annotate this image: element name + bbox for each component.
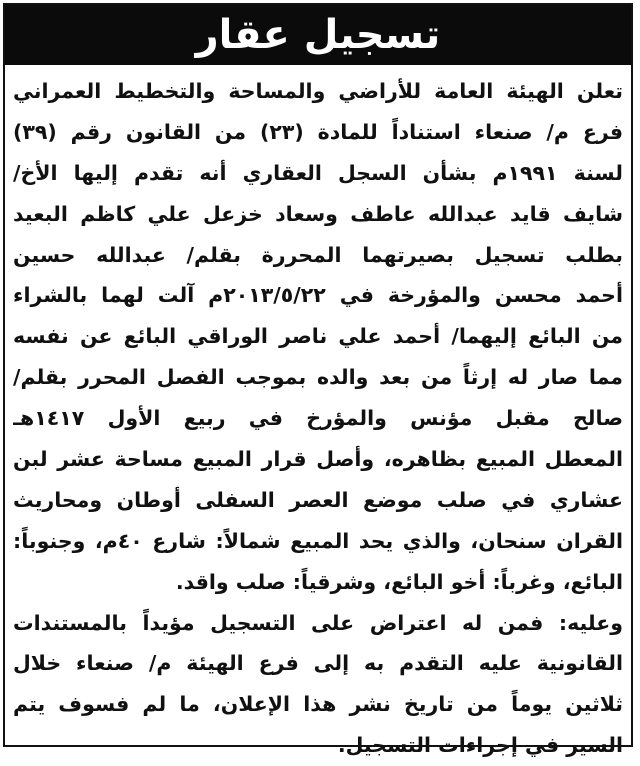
notice-line: القران سنحان، والذي يحد المبيع شمالاً: شارع ٤٠م، وجنوباً: [13,528,623,553]
notice-body [13,71,623,766]
notice-line: صالح مقبل مؤنس والمؤرخ في ربيع الأول ١٤١٧هـ [13,406,623,431]
notice-line: من البائع إليهما/ أحمد علي ناصر الوراقي البائع عن نفسه [13,324,623,349]
notice-frame [3,3,633,758]
notice-line: البائع، وغرباً: أخو البائع، وشرقياً: صلب واقد. [175,569,623,594]
notice-line: عشاري في صلب موضع العصر السفلى أوطان ومحاريث [13,487,623,512]
notice-line: شايف قايد عبدالله عاطف وسعاد خزعل علي كاظم البعيد [13,201,623,226]
notice-line: وعليه: فمن له اعتراض على التسجيل مؤيداً بالمستندات [13,610,623,635]
notice-line: بطلب تسجيل بصيرتهما المحررة بقلم/ عبدالله حسين [13,242,623,267]
notice-line: لسنة ١٩٩١م بشأن السجل العقاري أنه تقدم إليها الأخ/ [13,160,623,185]
notice-line: السير في إجراءات التسجيل. [337,733,623,758]
title-bar [5,5,631,65]
notice-title: تسجيل عقار [195,12,441,58]
notice-line: أحمد محسن والمؤرخة في ٢٠١٣/٥/٢٢م آلت لهما بالشراء [13,283,623,308]
notice-line: تعلن الهيئة العامة للأراضي والمساحة والتخطيط العمراني [13,79,623,103]
notice-line: المعطل المبيع بظاهره، وأصل قرار المبيع مساحة عشر لبن [13,447,623,472]
notice-line: ثلاثين يوماً من تاريخ نشر هذا الإعلان، ما لم فسوف يتم [13,692,623,717]
notice-line: مما صار له إرثاً من بعد والده بموجب الفصل المحرر بقلم/ [13,365,623,390]
notice-line: القانونية عليه التقدم به إلى فرع الهيئة م/ صنعاء خلال [13,651,623,676]
notice-line: فرع م/ صنعاء استناداً للمادة (٢٣) من القانون رقم (٣٩) [13,119,623,144]
